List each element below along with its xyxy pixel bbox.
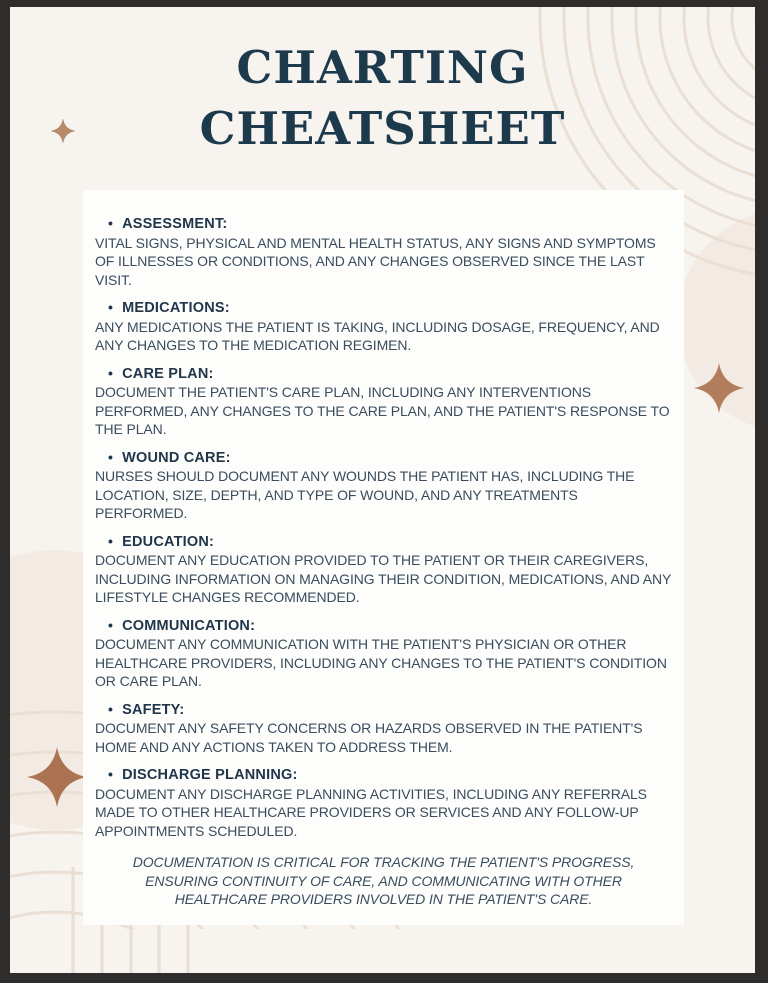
section-heading-text: COMMUNICATION: bbox=[122, 617, 256, 634]
bullet-icon: • bbox=[108, 700, 114, 717]
page-background bbox=[10, 7, 755, 973]
section-medications bbox=[95, 298, 672, 355]
section-wound-care bbox=[95, 448, 672, 523]
section-heading bbox=[95, 298, 672, 318]
page-title-line1: CHARTING bbox=[236, 41, 529, 94]
section-body: NURSES SHOULD DOCUMENT ANY WOUNDS THE PATIENT HAS, INCLUDING THE LOCATION, SIZE, DEPTH, AND TYPE OF WOUND, AND ANY TREATMENTS PERFORMED. bbox=[95, 468, 635, 521]
section-heading-text: ASSESSMENT: bbox=[122, 216, 228, 232]
section-care-plan bbox=[95, 364, 672, 439]
bullet-icon: • bbox=[108, 616, 114, 633]
section-safety bbox=[95, 700, 672, 757]
bullet-icon: • bbox=[108, 766, 114, 782]
section-education bbox=[95, 532, 672, 607]
section-heading bbox=[95, 616, 672, 636]
section-heading-text: SAFETY: bbox=[122, 701, 185, 718]
section-heading bbox=[95, 700, 672, 720]
bullet-icon: • bbox=[108, 448, 114, 465]
footer-note: DOCUMENTATION IS CRITICAL FOR TRACKING THE PATIENT'S PROGRESS, ENSURING CONTINUITY OF CARE, AND COMMUNICATING WITH OTHER HEALTHCARE PROVIDERS INVOLVED IN THE PATIENT'S CARE. bbox=[132, 854, 635, 907]
section-body: DOCUMENT ANY SAFETY CONCERNS OR HAZARDS OBSERVED IN THE PATIENT'S HOME AND ANY ACTIONS TAKEN TO ADDRESS THEM. bbox=[95, 720, 643, 755]
section-heading bbox=[95, 364, 672, 384]
section-heading bbox=[95, 214, 672, 234]
section-heading-text: DISCHARGE PLANNING: bbox=[122, 767, 298, 783]
section-heading-text: MEDICATIONS: bbox=[122, 300, 230, 316]
section-discharge-planning bbox=[95, 765, 672, 840]
page-title bbox=[10, 37, 755, 159]
cheatsheet-card bbox=[83, 190, 684, 925]
section-heading bbox=[95, 532, 672, 552]
section-body: DOCUMENT THE PATIENT'S CARE PLAN, INCLUDING ANY INTERVENTIONS PERFORMED, ANY CHANGES TO THE CARE PLAN, AND THE PATIENT'S RESPONSE TO THE PLAN. bbox=[95, 384, 670, 437]
section-body: ANY MEDICATIONS THE PATIENT IS TAKING, INCLUDING DOSAGE, FREQUENCY, AND ANY CHANGES TO THE MEDICATION REGIMEN. bbox=[95, 318, 660, 353]
section-heading-text: WOUND CARE: bbox=[122, 449, 231, 466]
section-heading bbox=[95, 765, 672, 785]
section-heading-text: CARE PLAN: bbox=[122, 365, 214, 382]
page-title-line2: CHEATSHEET bbox=[199, 102, 566, 155]
bullet-icon: • bbox=[108, 299, 114, 315]
section-communication bbox=[95, 616, 672, 691]
section-heading-text: EDUCATION: bbox=[122, 533, 215, 550]
section-body: DOCUMENT ANY DISCHARGE PLANNING ACTIVITIES, INCLUDING ANY REFERRALS MADE TO OTHER HEALTHCARE PROVIDERS OR SERVICES AND ANY FOLLOW-UP APPOINTMENTS SCHEDULED. bbox=[95, 785, 647, 839]
section-body: DOCUMENT ANY COMMUNICATION WITH THE PATIENT'S PHYSICIAN OR OTHER HEALTHCARE PROVIDERS, INCLUDING ANY CHANGES TO THE PATIENT'S CONDITION OR CARE PLAN. bbox=[95, 636, 667, 689]
section-body: VITAL SIGNS, PHYSICAL AND MENTAL HEALTH STATUS, ANY SIGNS AND SYMPTOMS OF ILLNESSES OR CONDITIONS, AND ANY CHANGES OBSERVED SINCE THE LAST VISIT. bbox=[95, 234, 656, 288]
section-heading bbox=[95, 448, 672, 468]
bullet-icon: • bbox=[108, 364, 114, 381]
section-assessment bbox=[95, 214, 672, 289]
bullet-icon: • bbox=[108, 532, 114, 549]
section-body: DOCUMENT ANY EDUCATION PROVIDED TO THE PATIENT OR THEIR CAREGIVERS, INCLUDING INFORMATION ON MANAGING THEIR CONDITION, MEDICATIONS, AND ANY LIFESTYLE CHANGES RECOMMENDED. bbox=[95, 552, 672, 605]
bullet-icon: • bbox=[108, 215, 114, 231]
